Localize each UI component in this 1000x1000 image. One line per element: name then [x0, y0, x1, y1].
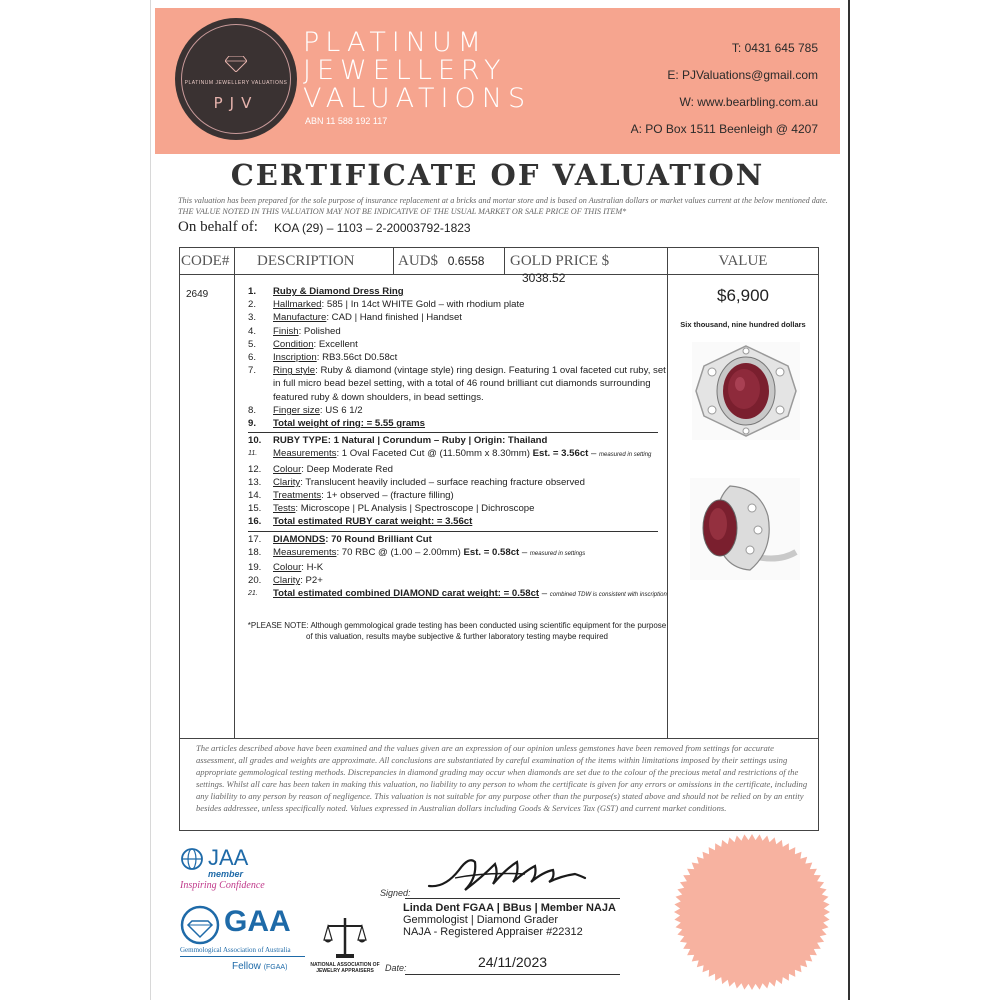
- list-item: 8. Finger size: US 6 1/2: [248, 404, 363, 416]
- list-item: 7. Ring style: Ruby & diamond (vintage style) ring design. Featuring 1 oval faceted cut ruby, set in full micro bead bezel setting, with a total of 46 round brilliant cut diamonds surrounding featured ruby & down shoulders, in bead settings.: [248, 365, 666, 403]
- please-note: *PLEASE NOTE: Although gemmological grade testing has been conducted using scientific equipment for the purpose of this valuation, results maybe subjective & further laboratory testing maybe required: [247, 621, 667, 641]
- section-divider: [248, 432, 658, 433]
- header-gold-price: [504, 247, 668, 285]
- jaa-tagline: Inspiring Confidence: [180, 880, 265, 891]
- list-item: 5. Condition: Excellent: [248, 338, 358, 350]
- list-item: 12. Colour: Deep Moderate Red: [248, 463, 393, 475]
- behalf-label: On behalf of:: [178, 219, 258, 235]
- contact-email: E: PJValuations@gmail.com: [667, 68, 818, 82]
- list-item: 15. Tests: Microscope | PL Analysis | Spectroscope | Dichroscope: [248, 503, 535, 515]
- header-aud: [393, 247, 505, 275]
- list-item: 2. Hallmarked: 585 | In 14ct WHITE Gold – with rhodium plate: [248, 299, 525, 311]
- pjv-logo: [175, 18, 297, 140]
- brand-line-1: PLATINUM: [303, 27, 488, 58]
- header-code: CODE#: [179, 247, 235, 275]
- abn: ABN 11 588 192 117: [305, 116, 388, 126]
- date-value: 24/11/2023: [477, 954, 548, 970]
- contact-web: W: www.bearbling.com.au: [679, 95, 818, 109]
- jaa-logo: [180, 845, 280, 895]
- signature-line: [405, 898, 620, 899]
- scales-icon: [322, 914, 368, 960]
- list-item: 16. Total estimated RUBY carat weight: = 3.56ct: [248, 516, 473, 528]
- gaa-full-name: Gemmological Association of Australia: [180, 946, 291, 954]
- signer-role: Gemmologist | Diamond Grader: [403, 914, 559, 926]
- signer-name: Linda Dent FGAA | BBus | Member NAJA: [403, 902, 616, 914]
- date-line: [405, 974, 620, 975]
- header-value: VALUE: [667, 247, 819, 275]
- date-label: Date:: [385, 963, 407, 973]
- list-item: 18. Measurements: 70 RBC @ (1.00 – 2.00mm) Est. = 0.58ct – measured in settings: [248, 546, 586, 558]
- disclaimer-line-2: THE VALUE NOTED IN THIS VALUATION MAY NOT BE INDICATIVE OF THE USUAL MARKET OR SALE PRICE OF THIS ITEM*: [178, 207, 627, 216]
- gaa-logo: [180, 905, 310, 980]
- page-edge-right: [848, 0, 850, 1000]
- signer-registration: NAJA - Registered Appraiser #22312: [403, 926, 583, 938]
- signer-details: [403, 902, 616, 938]
- ring-top-photo: [692, 342, 800, 440]
- logo-initials: PJV: [213, 94, 259, 112]
- page-edge-left: [150, 0, 151, 1000]
- gaa-gem-icon: [180, 905, 220, 945]
- aud-value: 0.6558: [447, 254, 485, 268]
- naja-name: NATIONAL ASSOCIATION OF JEWELRY APPRAISERS: [310, 962, 380, 974]
- list-item: 4. Finish: Polished: [248, 325, 341, 337]
- jaa-member: member: [208, 869, 244, 879]
- disclaimer-line-1: This valuation has been prepared for the sole purpose of insurance replacement at a bricks and mortar store and is based on Australian dollars or market values current at the below mentioned date.: [178, 196, 828, 205]
- brand-line-2: JEWELLERY: [303, 55, 507, 86]
- contact-address: A: PO Box 1511 Beenleigh @ 4207: [630, 122, 818, 136]
- handwritten-signature: [425, 848, 590, 900]
- list-item: 13. Clarity: Translucent heavily included – surface reaching fracture observed: [248, 476, 585, 488]
- list-item: 11. Measurements: 1 Oval Faceted Cut @ (11.50mm x 8.30mm) Est. = 3.56ct – measured in setting: [248, 448, 652, 460]
- legal-disclaimer: The articles described above have been examined and the values given are an expression of our opinion unless gemstones have been removed from settings for accurate assessment, all grades and weights are approximate. All conclusions are substantiated by careful examination of the items within limitations imposed by their settings using appropriate gemmological testing methods. Discrepancies in diamond grading may occur when diamonds are set due to the colour of the precious metal and restrictions of the settings. Whilst all care has been taken in making this valuation, no liability to any person to whom the certificate is given for any errors or omissions in the certificate, including any liability to any person by reason of negligence. This valuation is not suitable for any purpose other than the purpose(s) stated above and should not be relied on by an entity besides addressee, unless specifically noted. Values expressed in Australian dollars including Goods & Services Tax (GST) and current market conditions.: [196, 743, 808, 813]
- item-list: [248, 285, 668, 603]
- brand-line-3: VALUATIONS: [303, 83, 532, 114]
- list-item: 3. Manufacture: CAD | Hand finished | Handset: [248, 312, 462, 324]
- ring-side-photo: [690, 478, 800, 580]
- list-item: 19. Colour: H-K: [248, 562, 324, 574]
- gold-value: 3038.52: [522, 271, 566, 285]
- list-item: 1. Ruby & Diamond Dress Ring: [248, 286, 404, 297]
- list-item: 10. RUBY TYPE: 1 Natural | Corundum – Ruby | Origin: Thailand: [248, 435, 548, 447]
- behalf-value: KOA (29) – 1103 – 2-20003792-1823: [274, 221, 471, 235]
- letterhead: [155, 8, 840, 154]
- item-code: 2649: [186, 289, 209, 300]
- code-column: [179, 275, 235, 739]
- gaa-rule: [180, 956, 305, 957]
- contact-phone: T: 0431 645 785: [731, 41, 818, 55]
- section-divider: [248, 531, 658, 532]
- gaa-name: GAA: [224, 905, 291, 938]
- aud-label: AUD$: [398, 253, 438, 269]
- gaa-fellow: Fellow (FGAA): [232, 961, 288, 972]
- valuation-words: Six thousand, nine hundred dollars: [680, 320, 806, 329]
- certificate-title: CERTIFICATE OF VALUATION: [230, 158, 765, 192]
- signed-label: Signed:: [380, 888, 411, 898]
- header-description: DESCRIPTION: [234, 247, 394, 275]
- naja-logo: [310, 912, 380, 982]
- globe-icon: [180, 847, 204, 871]
- gold-label: GOLD PRICE $: [510, 253, 610, 269]
- valuation-amount: $6,900: [717, 286, 769, 305]
- list-item: 17. DIAMONDS: 70 Round Brilliant Cut: [248, 533, 432, 545]
- jaa-name: JAA: [208, 845, 249, 870]
- list-item: 6. Inscription: RB3.56ct D0.58ct: [248, 352, 398, 364]
- list-item: 20. Clarity: P2+: [248, 575, 323, 587]
- logo-ring: [181, 24, 291, 134]
- list-item: 14. Treatments: 1+ observed – (fracture filling): [248, 490, 454, 502]
- diamond-icon: [225, 56, 247, 72]
- list-item: 21. Total estimated combined DIAMOND carat weight: = 0.58ct – combined TDW is consistent with inscription: [248, 588, 667, 600]
- logo-caption: PLATINUM JEWELLERY VALUATIONS: [184, 80, 288, 86]
- list-item: 9. Total weight of ring: = 5.55 grams: [248, 418, 426, 430]
- embossed-seal: [672, 832, 832, 992]
